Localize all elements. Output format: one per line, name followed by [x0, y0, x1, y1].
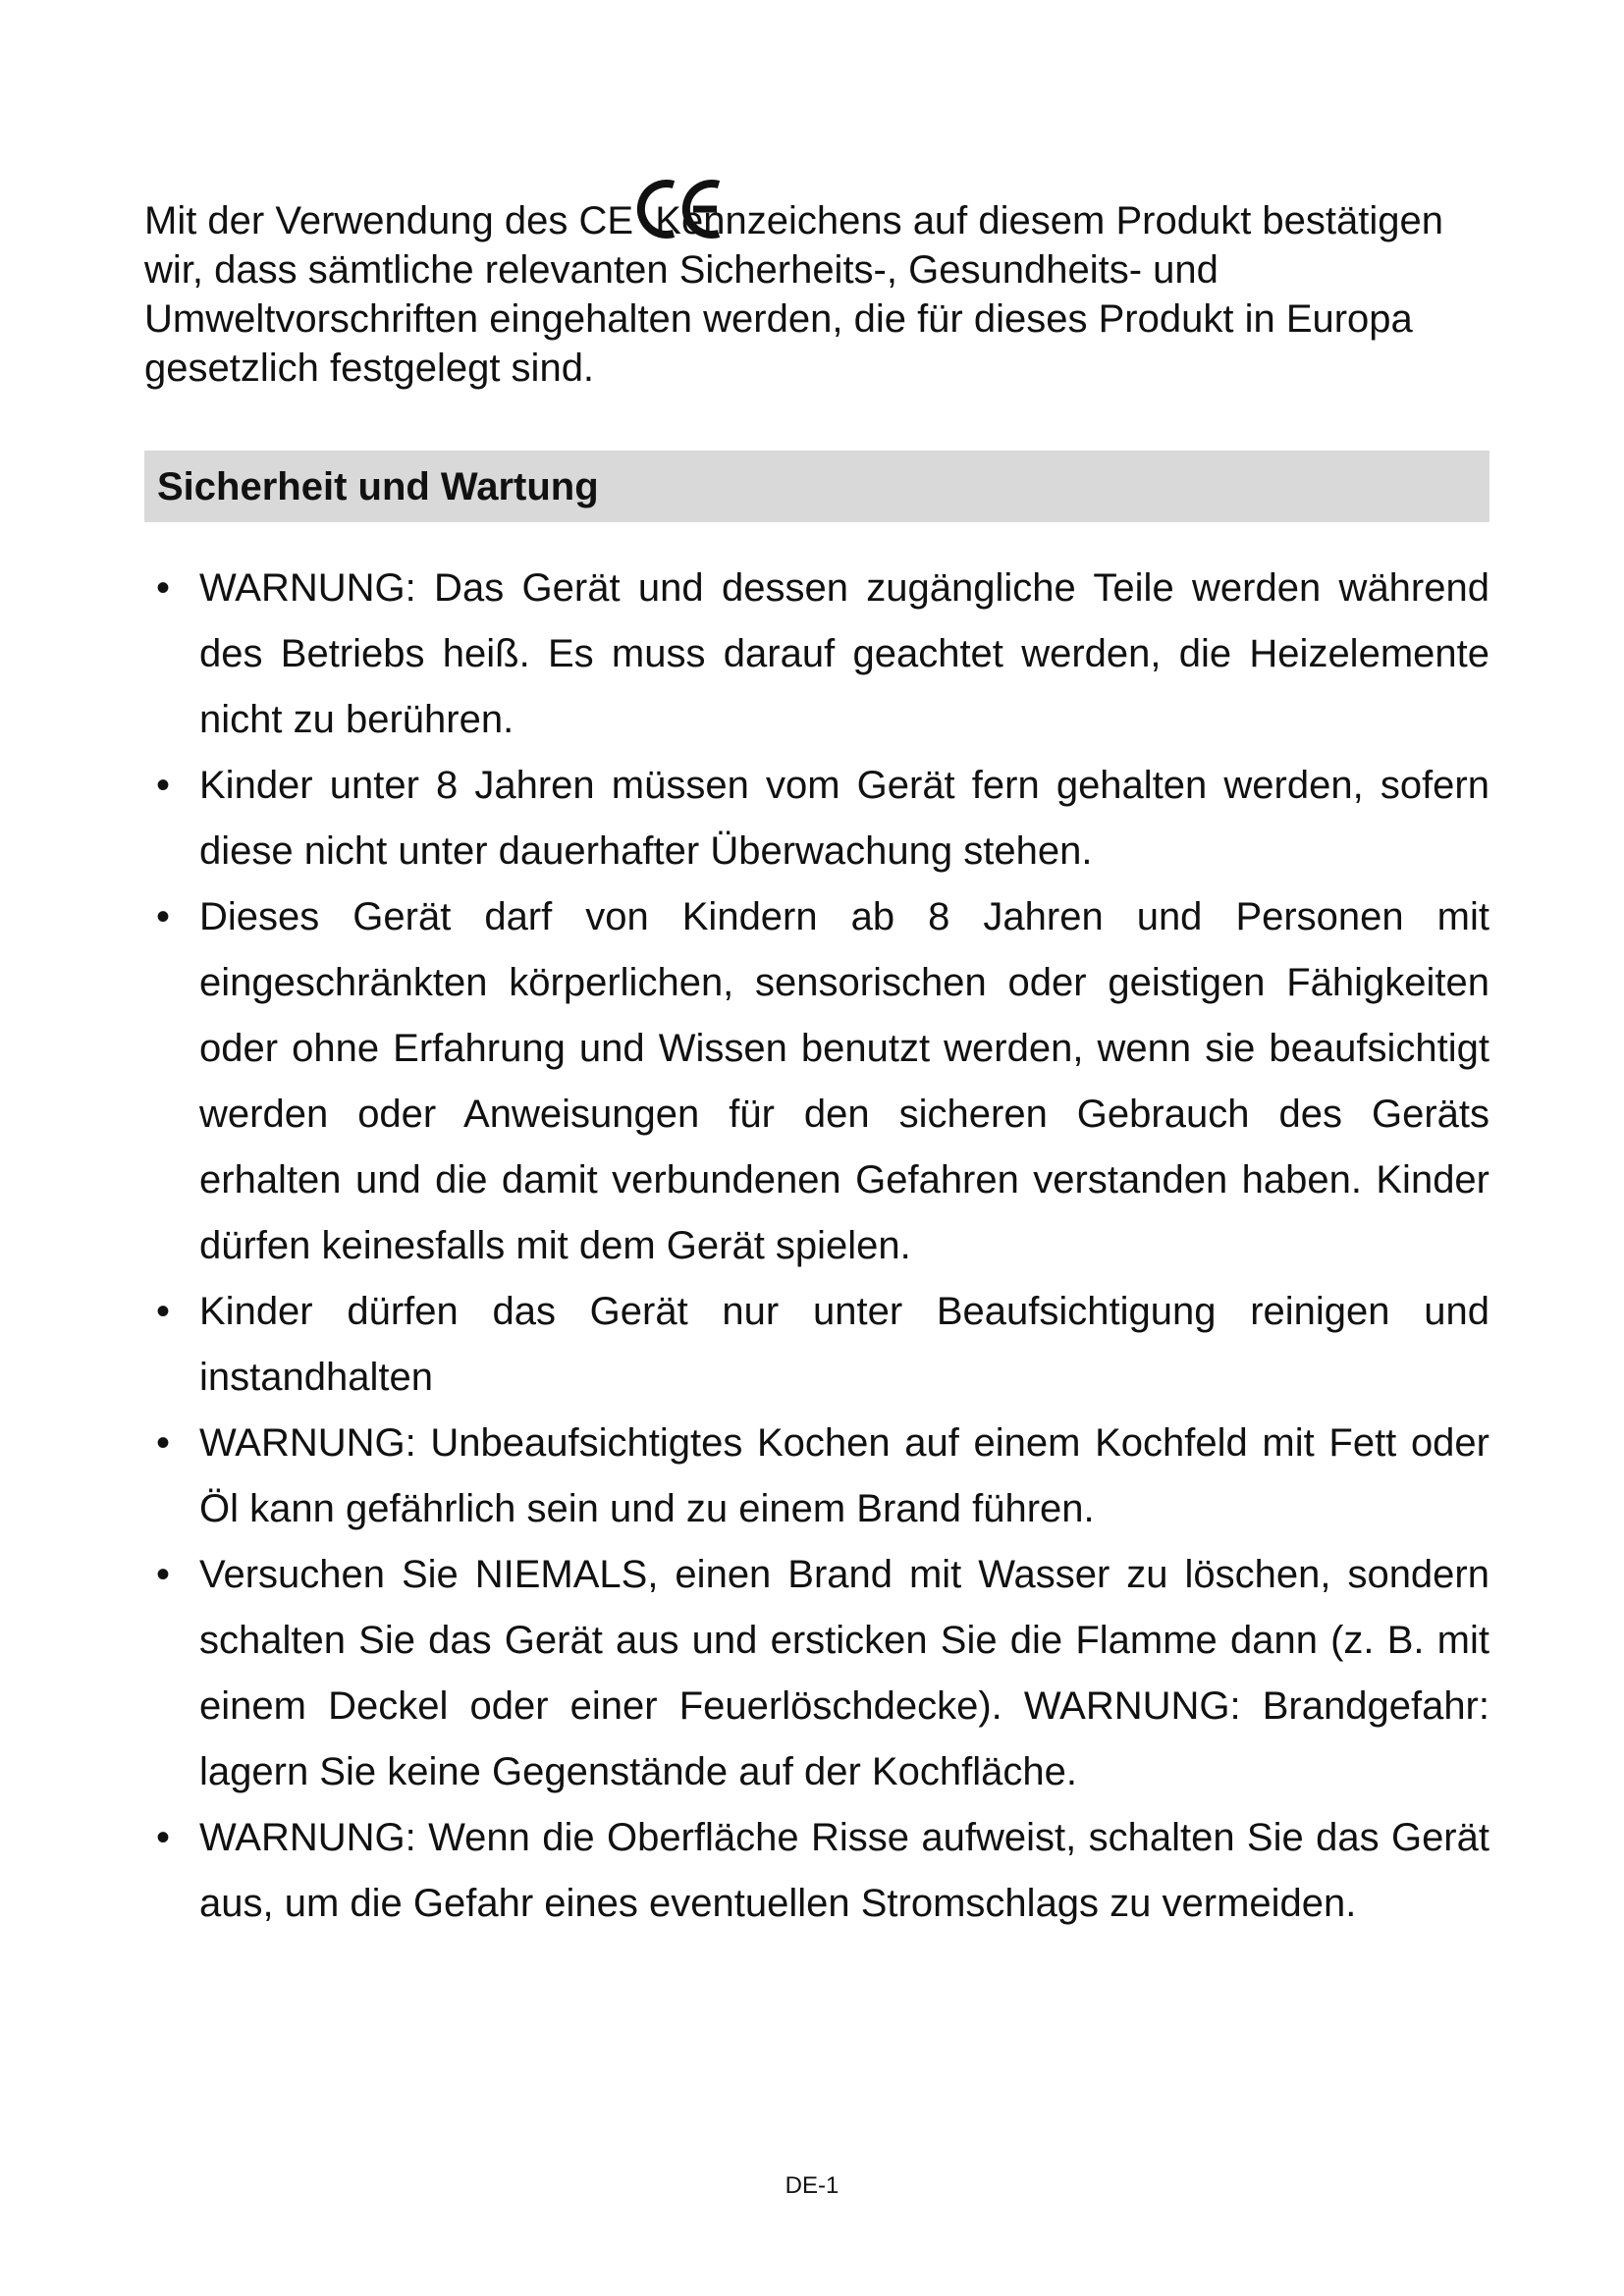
list-item: [144, 556, 1489, 753]
section-title: Sicherheit und Wartung: [157, 464, 599, 508]
list-item: [144, 753, 1489, 884]
page-number: DE-1: [785, 2172, 839, 2199]
list-item: [144, 884, 1489, 1279]
list-item: [144, 1279, 1489, 1411]
list-item-text: WARNUNG: Das Gerät und dessen zugängliche Teile werden während des Betriebs heiß. Es muss darauf geachtet werden, die Heizelemente nicht zu berühren.: [199, 566, 1489, 741]
bullet-icon: •: [155, 895, 170, 938]
list-item: [144, 1805, 1489, 1937]
intro-paragraph: [144, 196, 1499, 393]
list-item-text: Kinder dürfen das Gerät nur unter Beaufsichtigung reinigen und instandhalten: [199, 1290, 1489, 1399]
list-item-text: Versuchen Sie NIEMALS, einen Brand mit Wasser zu löschen, sondern schalten Sie das Gerät aus und ersticken Sie die Flamme dann (z. B. mit einem Deckel oder einer Feuerlöschdecke). WARNUNG: Brandgefahr: lagern Sie keine Gegenstände auf der Kochfläche.: [199, 1553, 1489, 1793]
list-item-text: WARNUNG: Wenn die Oberfläche Risse aufweist, schalten Sie das Gerät aus, um die Gefahr eines eventuellen Stromschlags zu vermeiden.: [199, 1816, 1489, 1925]
list-item-text: WARNUNG: Unbeaufsichtigtes Kochen auf einem Kochfeld mit Fett oder Öl kann gefährlich sein und zu einem Brand führen.: [199, 1421, 1489, 1530]
bullet-icon: •: [155, 1553, 170, 1596]
list-item-text: Dieses Gerät darf von Kindern ab 8 Jahren und Personen mit eingeschränkten körperlichen, sensorischen oder geistigen Fähigkeiten oder ohne Erfahrung und Wissen benutzt werden, wenn sie beaufsichtigt werden oder Anweisungen für den sicheren Gebrauch des Geräts erhalten und die damit verbundenen Gefahren verstanden haben. Kinder dürfen keinesfalls mit dem Gerät spielen.: [199, 895, 1489, 1267]
bullet-icon: •: [155, 764, 170, 807]
list-item: [144, 1411, 1489, 1542]
bullet-icon: •: [155, 1421, 170, 1465]
intro-text-start: Mit der Verwendung des CE: [144, 199, 645, 242]
bullet-icon: •: [155, 566, 170, 610]
list-item-text: Kinder unter 8 Jahren müssen vom Gerät fern gehalten werden, sofern diese nicht unter dauerhafter Überwachung stehen.: [199, 764, 1489, 873]
intro-text-rest: Kennzeichens auf diesem Produkt bestätigen wir, dass sämtliche relevanten Sicherheits-, Gesundheits- und Umweltvorschriften eingehalten werden, die für dieses Produkt in Europa gesetzlich festgelegt sind.: [144, 199, 1444, 390]
section-header: [144, 451, 1489, 522]
bullet-icon: •: [155, 1290, 170, 1333]
list-item: [144, 1542, 1489, 1805]
safety-list: [144, 556, 1489, 1937]
bullet-icon: •: [155, 1816, 170, 1859]
